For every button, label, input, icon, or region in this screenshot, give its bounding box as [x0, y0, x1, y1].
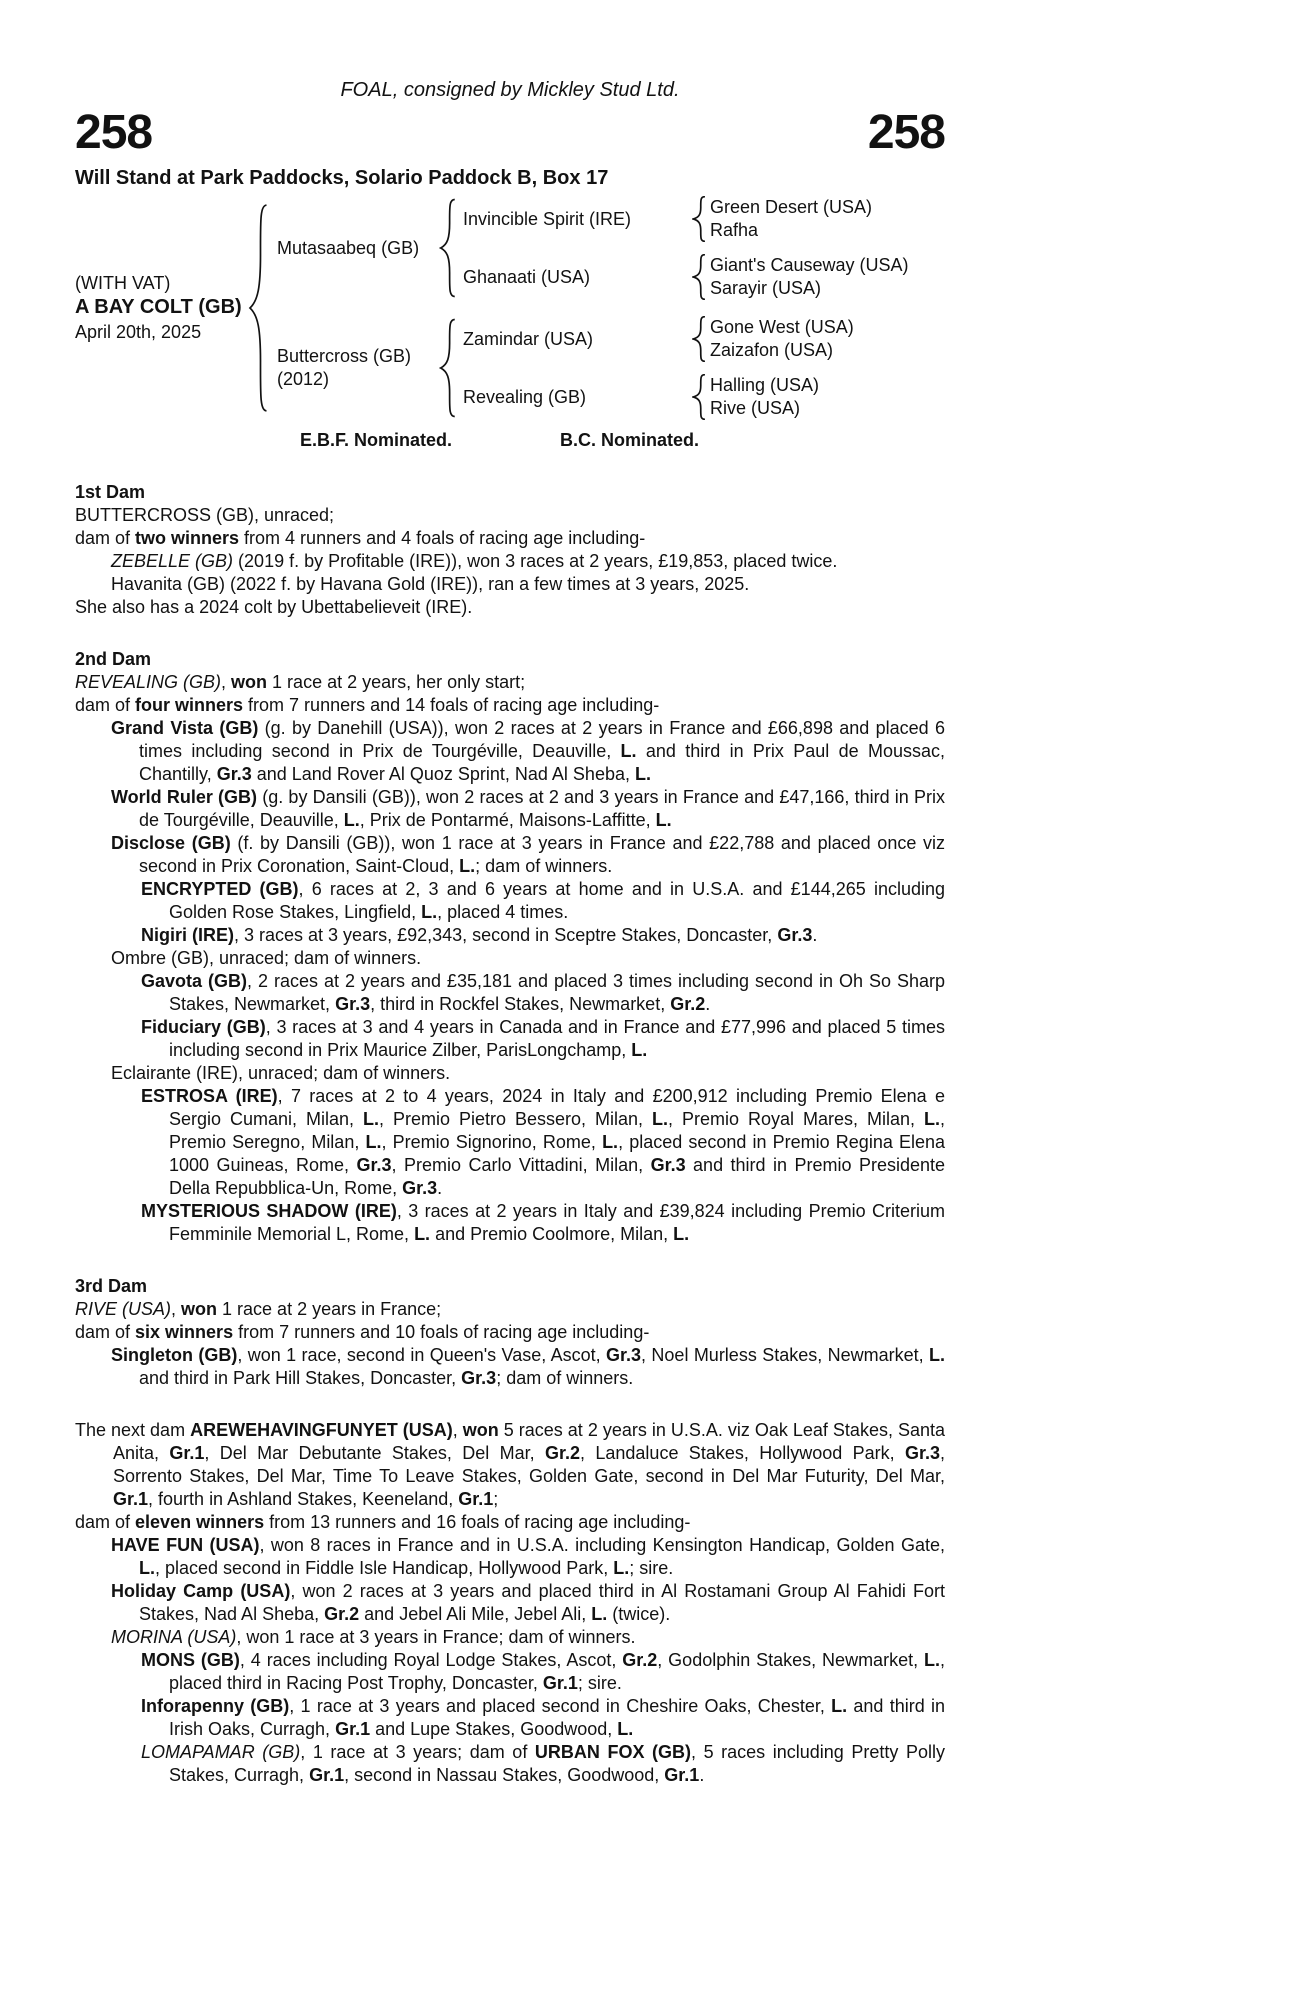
- lot-number-row: [75, 108, 945, 160]
- brace-icon: [435, 318, 459, 418]
- lot-number-right: 258: [867, 106, 945, 159]
- pedigree-paragraph: Havanita (GB) (2022 f. by Havana Gold (IRE)), ran a few times at 3 years, 2025.: [111, 574, 750, 594]
- pedigree-paragraph: dam of eleven winners from 13 runners and 16 foals of racing age including-: [75, 1512, 691, 1532]
- great-grandsire-name: Giant's Causeway (USA): [710, 255, 909, 275]
- pedigree-paragraph: dam of six winners from 7 runners and 10 foals of racing age including-: [75, 1322, 650, 1342]
- pedigree-paragraph: BUTTERCROSS (GB), unraced;: [75, 505, 335, 525]
- pedigree-paragraph: Nigiri (IRE), 3 races at 3 years, £92,343, second in Sceptre Stakes, Doncaster, Gr.3.: [141, 925, 818, 945]
- pedigree-paragraph: Disclose (GB) (f. by Dansili (GB)), won 1 race at 3 years in France and £22,788 and placed once viz second in Prix Coronation, Saint-Cloud, L.; dam of winners.: [111, 833, 946, 876]
- granddam-name: Ghanaati (USA): [463, 266, 591, 287]
- brace-icon: [688, 254, 710, 300]
- dam-year-note: (2012): [277, 369, 330, 389]
- pedigree-paragraph: ENCRYPTED (GB), 6 races at 2, 3 and 6 years at home and in U.S.A. and £144,265 including Golden Rose Stakes, Lingfield, L., placed 4 times.: [141, 879, 945, 922]
- great-granddam-name: Rive (USA): [710, 398, 801, 418]
- pedigree-paragraph: Eclairante (IRE), unraced; dam of winners.: [111, 1063, 451, 1083]
- subject-name: A BAY COLT (GB): [75, 296, 242, 318]
- pedigree-paragraph: MONS (GB), 4 races including Royal Lodge Stakes, Ascot, Gr.2, Godolphin Stakes, Newmarket, L., placed third in Racing Post Trophy, Doncaster, Gr.1; sire.: [141, 1650, 945, 1693]
- dam-section: [75, 648, 945, 1246]
- section-heading: 2nd Dam: [75, 649, 152, 669]
- great-granddam-name: Zaizafon (USA): [710, 340, 834, 360]
- pedigree-paragraph: MYSTERIOUS SHADOW (IRE), 3 races at 2 years in Italy and £39,824 including Premio Criterium Femminile Memorial L, Rome, L. and Premio Coolmore, Milan, L.: [141, 1201, 945, 1244]
- nominations-line: [300, 429, 945, 452]
- pedigree-paragraph: The next dam AREWEHAVINGFUNYET (USA), won 5 races at 2 years in U.S.A. viz Oak Leaf Stakes, Santa Anita, Gr.1, Del Mar Debutante Stakes, Del Mar, Gr.2, Landaluce Stakes, Hollywood Park, Gr.3, Sorrento Stakes, Del Mar, Time To Leave Stakes, Golden Gate, second in Del Mar Futurity, Del Mar, Gr.1, fourth in Ashland Stakes, Keeneland, Gr.1;: [75, 1420, 945, 1509]
- pedigree-paragraph: Gavota (GB), 2 races at 2 years and £35,181 and placed 3 times including second in Oh So Sharp Stakes, Newmarket, Gr.3, third in Rockfel Stakes, Newmarket, Gr.2.: [141, 971, 946, 1014]
- great-grandsire-name: Gone West (USA): [710, 317, 854, 337]
- produce-sections: [75, 481, 945, 1787]
- pedigree-paragraph: Fiduciary (GB), 3 races at 3 and 4 years in Canada and in France and £77,996 and placed 5 times including second in Prix Maurice Zilber, ParisLongchamp, L.: [141, 1017, 945, 1060]
- brace-icon: [688, 316, 710, 362]
- great-granddam-name: Rafha: [710, 220, 759, 240]
- pedigree-paragraph: dam of two winners from 4 runners and 4 foals of racing age including-: [75, 528, 646, 548]
- brace-icon: [688, 196, 710, 242]
- pedigree-paragraph: World Ruler (GB) (g. by Dansili (GB)), won 2 races at 2 and 3 years in France and £47,166, third in Prix de Tourgéville, Deauville, L., Prix de Pontarmé, Maisons-Laffitte, L.: [111, 787, 945, 830]
- pedigree-paragraph: LOMAPAMAR (GB), 1 race at 3 years; dam of URBAN FOX (GB), 5 races including Pretty Polly Stakes, Curragh, Gr.1, second in Nassau Stakes, Goodwood, Gr.1.: [141, 1742, 945, 1785]
- pedigree-paragraph: RIVE (USA), won 1 race at 2 years in France;: [75, 1299, 442, 1319]
- brace-icon: [245, 202, 271, 414]
- pedigree-paragraph: ESTROSA (IRE), 7 races at 2 to 4 years, 2024 in Italy and £200,912 including Premio Elena e Sergio Cumani, Milan, L., Premio Pietro Bessero, Milan, L., Premio Royal Mares, Milan, L., Premio Seregno, Milan, L., Premio Signorino, Rome, L., placed second in Premio Regina Elena 1000 Guineas, Rome, Gr.3, Premio Carlo Vittadini, Milan, Gr.3 and third in Premio Presidente Della Repubblica-Un, Rome, Gr.3.: [141, 1086, 946, 1198]
- bc-nominated-label: B.C. Nominated.: [560, 430, 700, 450]
- dam-name: Buttercross (GB): [277, 346, 412, 366]
- brace-icon: [688, 374, 710, 420]
- grandsire-name: Invincible Spirit (IRE): [463, 208, 632, 229]
- dam-section: [75, 1275, 945, 1390]
- grandsire-name: Zamindar (USA): [463, 328, 594, 349]
- dam-section: [75, 1419, 945, 1787]
- pedigree-paragraph: Singleton (GB), won 1 race, second in Queen's Vase, Ascot, Gr.3, Noel Murless Stakes, Newmarket, L. and third in Park Hill Stakes, Doncaster, Gr.3; dam of winners.: [111, 1345, 945, 1388]
- pedigree-paragraph: HAVE FUN (USA), won 8 races in France and in U.S.A. including Kensington Handicap, Golden Gate, L., placed second in Fiddle Isle Handicap, Hollywood Park, L.; sire.: [111, 1535, 945, 1578]
- granddam-branch: [459, 374, 854, 420]
- pedigree-paragraph: MORINA (USA), won 1 race at 3 years in France; dam of winners.: [111, 1627, 636, 1647]
- pedigree-paragraph: Inforapenny (GB), 1 race at 3 years and placed second in Cheshire Oaks, Chester, L. and third in Irish Oaks, Curragh, Gr.1 and Lupe Stakes, Goodwood, L.: [141, 1696, 946, 1739]
- pedigree-subject: [75, 271, 245, 345]
- ebf-nominated-label: E.B.F. Nominated.: [300, 430, 453, 450]
- pedigree-paragraph: She also has a 2024 colt by Ubettabelieveit (IRE).: [75, 597, 473, 617]
- pedigree-paragraph: REVEALING (GB), won 1 race at 2 years, her only start;: [75, 672, 526, 692]
- section-heading: 3rd Dam: [75, 1276, 148, 1296]
- stand-location-line: Will Stand at Park Paddocks, Solario Paddock B, Box 17: [75, 167, 609, 189]
- sire-branch: [271, 196, 909, 300]
- grandsire-branch: [459, 196, 909, 242]
- pedigree-paragraph: dam of four winners from 7 runners and 14 foals of racing age including-: [75, 695, 660, 715]
- brace-icon: [435, 198, 459, 298]
- granddam-branch: [459, 254, 909, 300]
- pedigree-paragraph: Holiday Camp (USA), won 2 races at 3 years and placed third in Al Rostamani Group Al Fahidi Fort Stakes, Nad Al Sheba, Gr.2 and Jebel Ali Mile, Jebel Ali, L. (twice).: [111, 1581, 945, 1624]
- dam-branch: [271, 316, 909, 420]
- pedigree-paragraph: Grand Vista (GB) (g. by Danehill (USA)), won 2 races at 2 years in France and £66,898 and placed 6 times including second in Prix de Tourgéville, Deauville, L. and third in Prix Paul de Moussac, Chantilly, Gr.3 and Land Rover Al Quoz Sprint, Nad Al Sheba, L.: [111, 718, 945, 784]
- dam-section: [75, 481, 945, 619]
- pedigree-paragraph: ZEBELLE (GB) (2019 f. by Profitable (IRE)), won 3 races at 2 years, £19,853, placed twice.: [111, 551, 838, 571]
- granddam-name: Revealing (GB): [463, 386, 587, 407]
- vat-note: (WITH VAT): [75, 273, 171, 293]
- great-grandsire-name: Halling (USA): [710, 375, 820, 395]
- great-granddam-name: Sarayir (USA): [710, 278, 822, 298]
- lot-number-left: 258: [75, 106, 153, 159]
- foal-date: April 20th, 2025: [75, 322, 202, 342]
- pedigree-table: [75, 196, 945, 420]
- pedigree-paragraph: Ombre (GB), unraced; dam of winners.: [111, 948, 422, 968]
- section-heading: 1st Dam: [75, 482, 146, 502]
- great-grandsire-name: Green Desert (USA): [710, 197, 873, 217]
- grandsire-branch: [459, 316, 854, 362]
- sire-name: Mutasaabeq (GB): [277, 237, 420, 258]
- consignor-line: FOAL, consigned by Mickley Stud Ltd.: [340, 79, 680, 101]
